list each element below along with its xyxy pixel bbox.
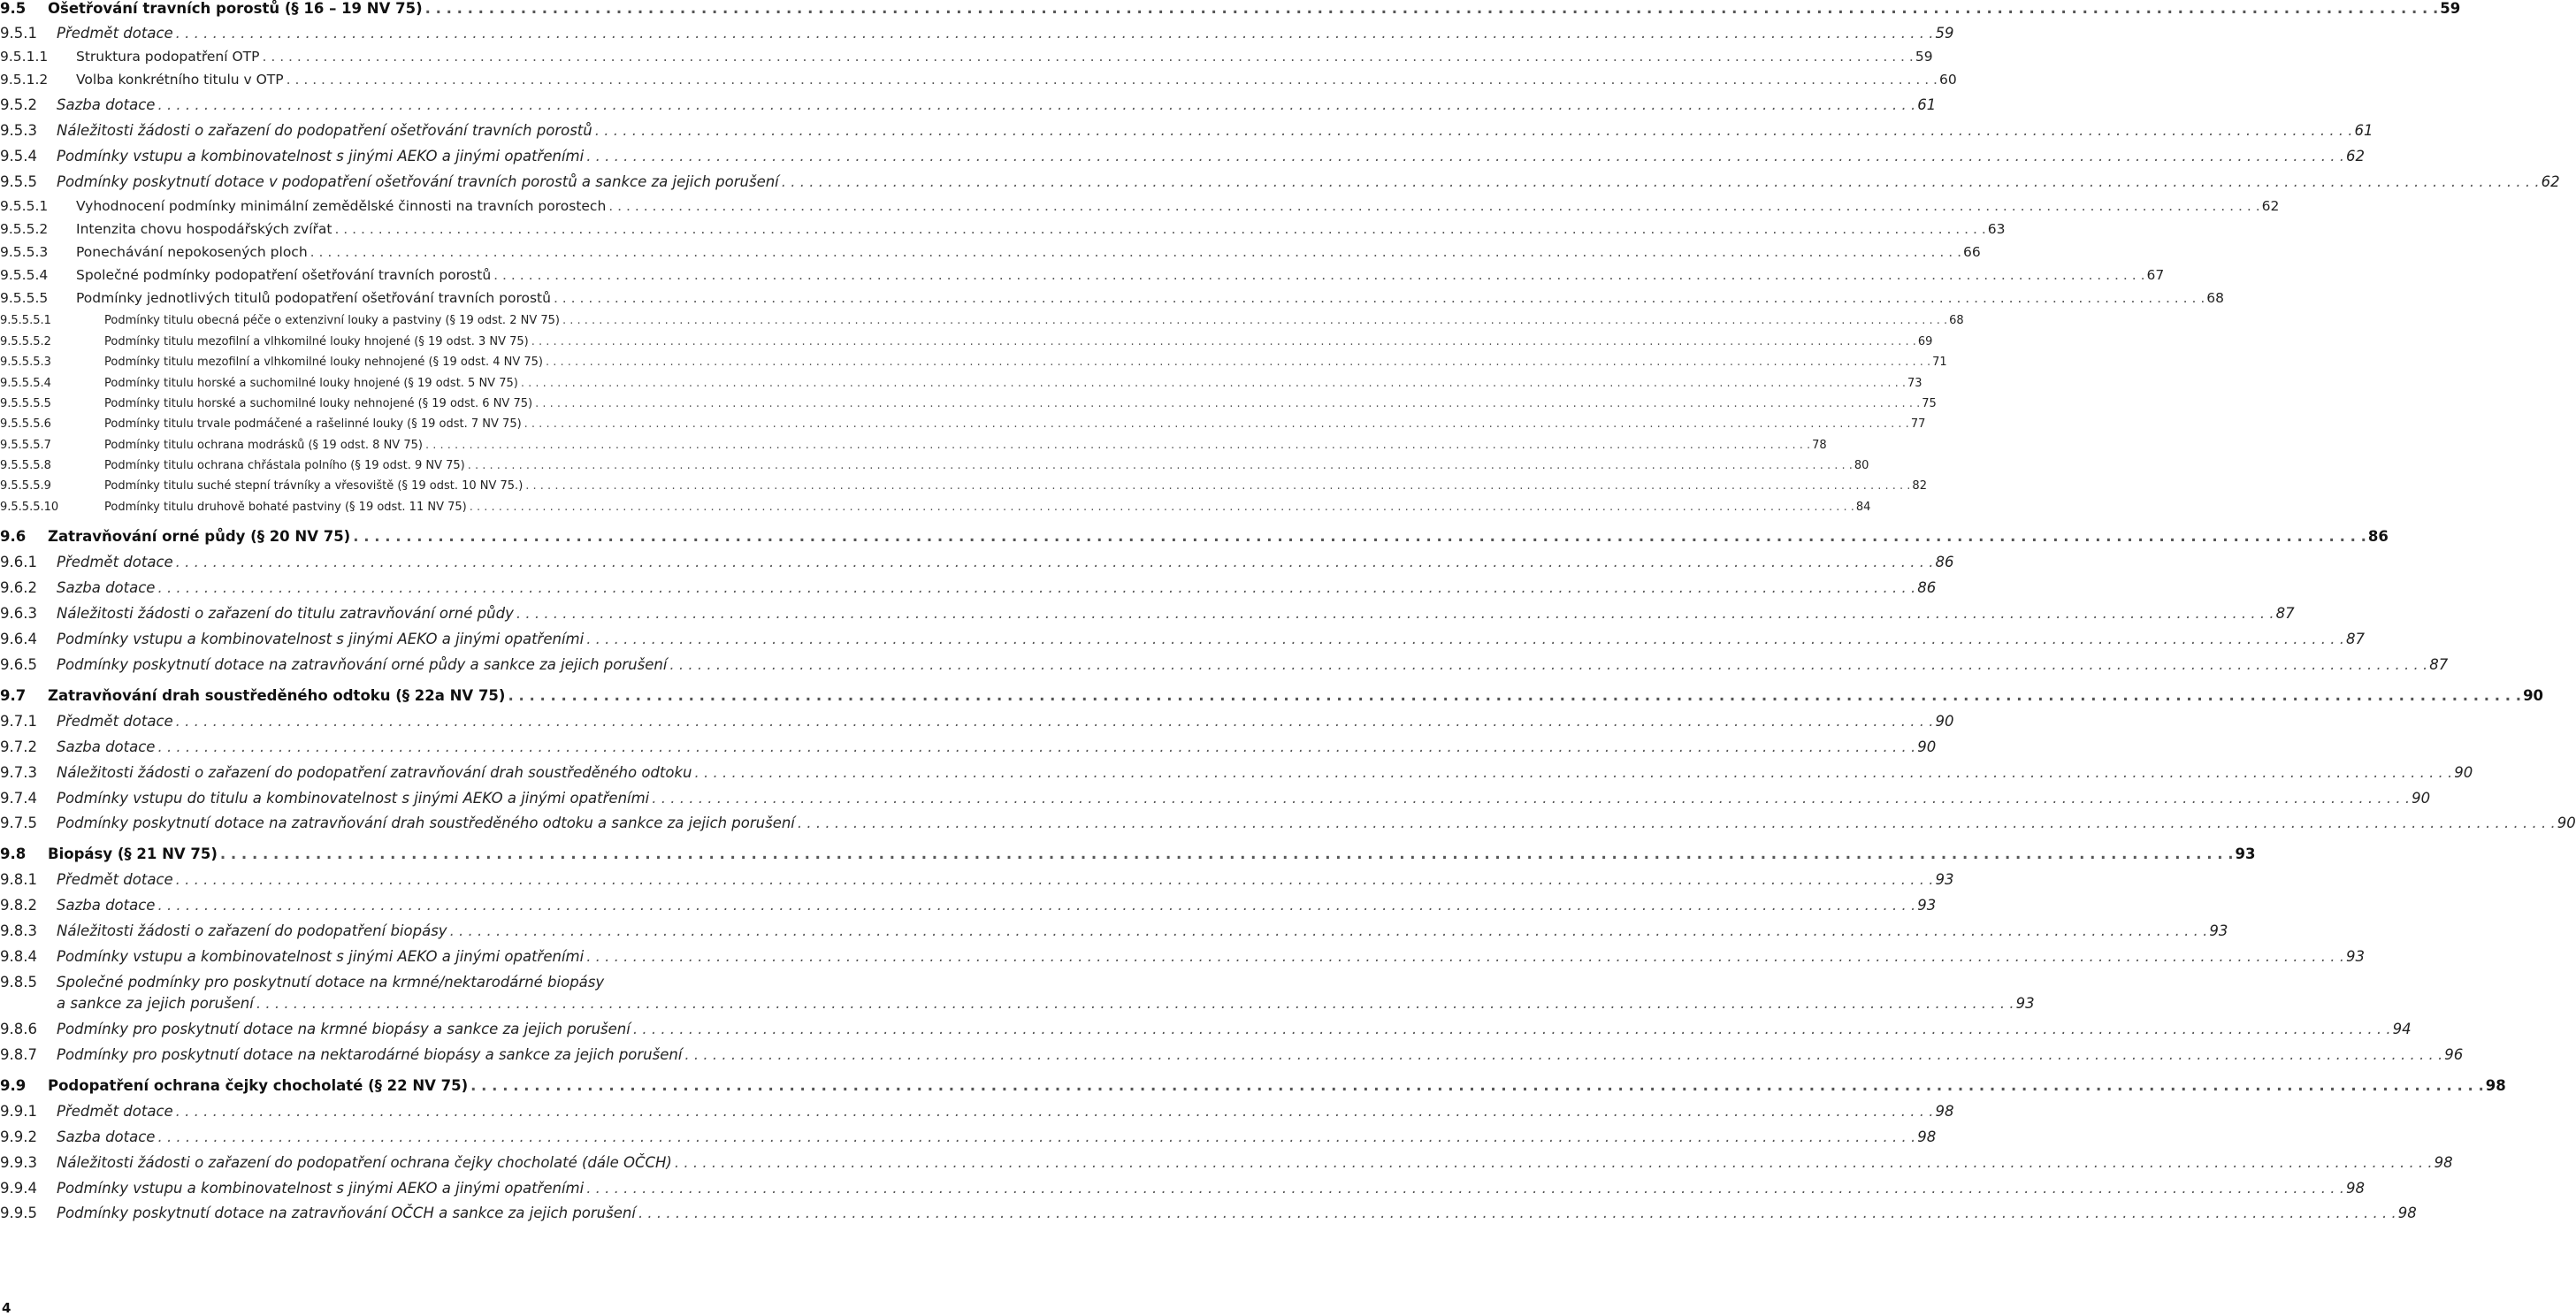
toc-entry-page: 93 xyxy=(1917,897,1937,914)
toc-entry-title: Zatravňování drah soustředěného odtoku (§ 22a NV 75) xyxy=(48,687,506,704)
toc-entry[interactable] xyxy=(0,148,2365,164)
page-number: 4 xyxy=(2,1300,11,1316)
toc-entry-number: 9.5.5 xyxy=(0,173,37,190)
toc-entry-page: 62 xyxy=(2346,148,2365,164)
dot-leader xyxy=(157,1130,1915,1145)
dot-leader xyxy=(287,73,1938,88)
toc-entry-page: 93 xyxy=(2015,995,2035,1012)
toc-entry-number: 9.5.5.5.9 xyxy=(0,479,51,493)
dot-leader xyxy=(684,1048,2442,1063)
toc-entry-page: 90 xyxy=(2523,687,2544,704)
toc-entry-number: 9.5.4 xyxy=(0,148,37,164)
toc-entry-title: Podmínky poskytnutí dotace na zatravňování orné půdy a sankce za jejich porušení xyxy=(57,656,668,673)
toc-entry-page: 98 xyxy=(2346,1180,2365,1197)
toc-entry-number: 9.5.1.2 xyxy=(0,72,49,88)
toc-entry-page: 73 xyxy=(1907,377,1922,390)
toc-entry-page: 80 xyxy=(1854,459,1869,472)
toc-entry-number: 9.8.1 xyxy=(0,871,37,888)
dot-leader xyxy=(586,149,2344,164)
toc-entry-page: 62 xyxy=(2541,173,2560,190)
toc-entry-page: 77 xyxy=(1910,417,1926,431)
toc-entry[interactable] xyxy=(0,267,2165,283)
toc-entry-title: Podmínky vstupu a kombinovatelnost s jinými AEKO a jinými opatřeními xyxy=(57,948,585,965)
dot-leader xyxy=(334,223,1985,237)
dot-leader xyxy=(535,398,1920,409)
toc-entry-title: Předmět dotace xyxy=(57,554,173,570)
dot-leader xyxy=(524,418,1909,430)
dot-leader xyxy=(176,27,1934,42)
toc-entry-number: 9.8.4 xyxy=(0,948,37,965)
toc-entry-number: 9.5.5.4 xyxy=(0,267,49,283)
toc-entry-title: Zatravňování orné půdy (§ 20 NV 75) xyxy=(48,528,351,545)
dot-leader xyxy=(157,740,1915,755)
toc-entry-page: 87 xyxy=(2346,631,2365,647)
toc-entry-title: Struktura podopatření OTP xyxy=(76,49,260,65)
toc-entry[interactable] xyxy=(0,1046,2464,1063)
toc-entry-page: 98 xyxy=(2434,1154,2453,1171)
toc-entry-title: Náležitosti žádosti o zařazení do podopatření biopásy xyxy=(57,922,447,939)
toc-entry[interactable] xyxy=(0,72,1957,88)
toc-entry-number: 9.7.1 xyxy=(0,713,37,730)
dot-leader xyxy=(675,1156,2433,1171)
toc-entry-page: 87 xyxy=(2429,656,2449,673)
toc-entry-number: 9.8.5 xyxy=(0,974,37,991)
toc-entry-title: Sazba dotace xyxy=(57,1129,156,1145)
toc-entry-title: Podopatření ochrana čejky chocholaté (§ 22 NV 75) xyxy=(48,1077,469,1094)
dot-leader xyxy=(586,632,2344,647)
toc-entry-title: Podmínky titulu trvale podmáčené a rašelinné louky (§ 19 odst. 7 NV 75) xyxy=(104,417,522,431)
toc-entry-page: 90 xyxy=(1935,713,1954,730)
toc-entry-page: 59 xyxy=(2440,0,2461,17)
toc-entry-title: Ošetřování travních porostů (§ 16 – 19 NV 75) xyxy=(48,0,423,17)
dot-leader xyxy=(608,200,2259,214)
dot-leader xyxy=(157,98,1915,113)
toc-entry-number: 9.9.5 xyxy=(0,1205,37,1221)
dot-leader xyxy=(310,246,1961,260)
toc-entry[interactable] xyxy=(0,377,1922,390)
toc-entry-page: 98 xyxy=(2397,1205,2417,1221)
toc-entry-number: 9.8.7 xyxy=(0,1046,37,1063)
toc-entry[interactable] xyxy=(0,995,2035,1012)
dot-leader xyxy=(652,792,2410,807)
toc-entry-number: 9.9.2 xyxy=(0,1129,37,1145)
dot-leader xyxy=(525,480,1910,492)
dot-leader xyxy=(798,816,2556,831)
toc-entry-number: 9.8 xyxy=(0,845,27,862)
toc-entry-number: 9.8.6 xyxy=(0,1021,37,1037)
dot-leader xyxy=(633,1022,2391,1037)
toc-entry-page: 90 xyxy=(2454,764,2473,781)
toc-entry-page: 67 xyxy=(2146,267,2165,283)
toc-entry-number: 9.5.5.3 xyxy=(0,244,49,260)
toc-entry-title: Sazba dotace xyxy=(57,96,156,113)
toc-entry-number: 9.5.5.5 xyxy=(0,290,49,306)
toc-entry-title: Podmínky pro poskytnutí dotace na nektarodárné biopásy a sankce za jejich porušení xyxy=(57,1046,683,1063)
toc-entry-page: 71 xyxy=(1932,356,1947,369)
toc-entry-title: Podmínky poskytnutí dotace na zatravňování OČCH a sankce za jejich porušení xyxy=(57,1205,636,1221)
toc-entry-page: 86 xyxy=(1917,579,1937,596)
toc-entry[interactable] xyxy=(0,198,2280,214)
dot-leader xyxy=(353,530,2366,545)
dot-leader xyxy=(638,1206,2396,1221)
toc-entry[interactable] xyxy=(0,1205,2417,1221)
toc-entry[interactable] xyxy=(0,815,2576,831)
toc-entry-number: 9.9.4 xyxy=(0,1180,37,1197)
toc-entry-number: 9.7.4 xyxy=(0,790,37,807)
toc-entry-title: Náležitosti žádosti o zařazení do podopatření ošetřování travních porostů xyxy=(57,122,592,139)
toc-entry-page: 63 xyxy=(1987,221,2006,237)
dot-leader xyxy=(176,555,1934,570)
toc-entry-page: 59 xyxy=(1935,25,1954,42)
toc-entry[interactable] xyxy=(0,897,1937,914)
toc-entry-page: 66 xyxy=(1963,244,1981,260)
dot-leader xyxy=(176,715,1934,730)
toc-entry-title: Předmět dotace xyxy=(57,871,173,888)
toc-entry-title: Volba konkrétního titulu v OTP xyxy=(76,72,284,88)
toc-entry-title: Předmět dotace xyxy=(57,1103,173,1120)
dot-leader xyxy=(176,1105,1934,1120)
toc-entry[interactable] xyxy=(0,1021,2412,1037)
toc-entry-page: 93 xyxy=(2346,948,2365,965)
toc-entry-title-line1: Společné podmínky pro poskytnutí dotace na krmné/nektarodárné biopásy xyxy=(57,974,605,991)
toc-entry[interactable] xyxy=(0,221,2006,237)
toc-entry[interactable] xyxy=(0,173,2560,190)
toc-entry-page: 68 xyxy=(1949,314,1964,327)
toc-entry-title: Podmínky titulu suché stepní trávníky a vřesoviště (§ 19 odst. 10 NV 75.) xyxy=(104,479,524,493)
toc-entry[interactable] xyxy=(0,790,2431,807)
toc-entry-page: 98 xyxy=(1917,1129,1937,1145)
toc-entry-number: 9.5.1.1 xyxy=(0,49,49,65)
toc-entry-title: Podmínky titulu horské a suchomilné louky hnojené (§ 19 odst. 5 NV 75) xyxy=(104,377,518,390)
dot-leader xyxy=(220,847,2234,862)
toc-entry-number: 9.5.5.5.6 xyxy=(0,417,51,431)
toc-entry-number: 9.5.5.2 xyxy=(0,221,49,237)
toc-entry[interactable] xyxy=(0,479,1927,493)
toc-entry-page: 98 xyxy=(1935,1103,1954,1120)
dot-leader xyxy=(516,607,2274,622)
toc-entry-title: Podmínky titulu mezofilní a vlhkomilné louky hnojené (§ 19 odst. 3 NV 75) xyxy=(104,335,529,348)
toc-entry-number: 9.8.2 xyxy=(0,897,37,914)
dot-leader xyxy=(450,924,2208,939)
toc-entry[interactable] xyxy=(0,1103,1954,1120)
toc-entry[interactable] xyxy=(0,314,1964,327)
toc-entry[interactable] xyxy=(0,501,1871,514)
toc-entry-title: Podmínky titulu ochrana chřástala polního (§ 19 odst. 9 NV 75) xyxy=(104,459,465,472)
dot-leader xyxy=(508,689,2521,704)
toc-entry[interactable] xyxy=(0,96,1937,113)
toc-entry-number: 9.8.3 xyxy=(0,922,37,939)
toc-entry-number: 9.6.5 xyxy=(0,656,37,673)
toc-entry-number: 9.9.3 xyxy=(0,1154,37,1171)
dot-leader xyxy=(595,124,2353,139)
toc-entry-number: 9.5.5.5.8 xyxy=(0,459,51,472)
toc-entry-number: 9.9.1 xyxy=(0,1103,37,1120)
toc-entry[interactable] xyxy=(0,922,2228,939)
dot-leader xyxy=(157,581,1915,596)
toc-entry-title: Podmínky vstupu a kombinovatelnost s jinými AEKO a jinými opatřeními xyxy=(57,631,585,647)
toc-entry[interactable] xyxy=(0,1180,2365,1197)
toc-entry-page: 61 xyxy=(2354,122,2373,139)
toc-entry-page: 61 xyxy=(1917,96,1937,113)
dot-leader xyxy=(425,2,2439,17)
toc-entry-title: Předmět dotace xyxy=(57,713,173,730)
toc-entry[interactable] xyxy=(0,871,1954,888)
toc-entry-title: Podmínky pro poskytnutí dotace na krmné biopásy a sankce za jejich porušení xyxy=(57,1021,631,1037)
dot-leader xyxy=(586,1182,2344,1197)
toc-entry-number: 9.7 xyxy=(0,687,27,704)
toc-entry[interactable] xyxy=(0,579,1937,596)
toc-entry-page: 59 xyxy=(1915,49,1933,65)
toc-entry-wrapped-first-line xyxy=(0,976,847,991)
toc-entry-title: Sazba dotace xyxy=(57,897,156,914)
toc-entry-page: 96 xyxy=(2444,1046,2464,1063)
toc-entry-page: 86 xyxy=(1935,554,1954,570)
toc-entry-page: 93 xyxy=(2209,922,2228,939)
toc-entry-title: Náležitosti žádosti o zařazení do podopatření ochrana čejky chocholaté (dále OČCH) xyxy=(57,1154,672,1171)
toc-entry-title: a sankce za jejich porušení xyxy=(57,995,254,1012)
toc-entry-number: 9.6.1 xyxy=(0,554,37,570)
dot-leader xyxy=(470,1079,2484,1094)
toc-entry-title: Podmínky poskytnutí dotace v podopatření ošetřování travních porostů a sankce za jejich porušení xyxy=(57,173,779,190)
toc-entry[interactable] xyxy=(0,948,2365,965)
toc-entry[interactable] xyxy=(0,459,1869,472)
toc-entry[interactable] xyxy=(0,687,2544,704)
toc-entry-title: Intenzita chovu hospodářských zvířat xyxy=(76,221,333,237)
toc-entry-title: Biopásy (§ 21 NV 75) xyxy=(48,845,218,862)
toc-entry[interactable] xyxy=(0,25,1954,42)
toc-entry-number: 9.6.2 xyxy=(0,579,37,596)
toc-entry-number: 9.5.3 xyxy=(0,122,37,139)
dot-leader xyxy=(694,766,2452,781)
toc-entry[interactable] xyxy=(0,1129,1937,1145)
toc-entry-number: 9.5.1 xyxy=(0,25,37,42)
toc-entry[interactable] xyxy=(0,713,1954,730)
toc-entry[interactable] xyxy=(0,554,1954,570)
toc-entry[interactable] xyxy=(0,335,1933,348)
toc-entry-page: 93 xyxy=(2235,845,2256,862)
toc-entry-number: 9.5.5.5.7 xyxy=(0,439,51,452)
toc-entry-page: 78 xyxy=(1812,439,1827,452)
toc-entry-number: 9.9 xyxy=(0,1077,27,1094)
toc-entry[interactable] xyxy=(0,439,1827,452)
toc-entry-number: 9.7.5 xyxy=(0,815,37,831)
dot-leader xyxy=(531,336,1916,348)
toc-entry[interactable] xyxy=(0,738,1937,755)
toc-entry-title: Náležitosti žádosti o zařazení do titulu zatravňování orné půdy xyxy=(57,605,514,622)
toc-entry-title: Podmínky poskytnutí dotace na zatravňování drah soustředěného odtoku a sankce za jejich porušení xyxy=(57,815,795,831)
toc-entry-title: Sazba dotace xyxy=(57,579,156,596)
toc-entry-page: 90 xyxy=(2557,815,2576,831)
toc-entry-title: Podmínky jednotlivých titulů podopatření ošetřování travních porostů xyxy=(76,290,551,306)
toc-entry-page: 68 xyxy=(2206,290,2225,306)
toc-entry[interactable] xyxy=(0,764,2473,781)
toc-entry[interactable] xyxy=(0,656,2449,673)
toc-entry-page: 93 xyxy=(1935,871,1954,888)
toc-entry-number: 9.7.3 xyxy=(0,764,37,781)
toc-entry-page: 87 xyxy=(2275,605,2295,622)
toc-entry-number: 9.5.5.5.10 xyxy=(0,501,59,514)
toc-entry-title: Podmínky titulu druhově bohaté pastviny (§ 19 odst. 11 NV 75) xyxy=(104,501,467,514)
toc-entry-number: 9.5.5.5.3 xyxy=(0,356,51,369)
toc-entry-page: 86 xyxy=(2367,528,2389,545)
toc-entry-title: Společné podmínky podopatření ošetřování travních porostů xyxy=(76,267,492,283)
toc-entry-page: 98 xyxy=(2485,1077,2506,1094)
toc-entry-title: Podmínky vstupu a kombinovatelnost s jinými AEKO a jinými opatřeními xyxy=(57,148,585,164)
toc-entry-title: Podmínky titulu mezofilní a vlhkomilné louky nehnojené (§ 19 odst. 4 NV 75) xyxy=(104,356,543,369)
dot-leader xyxy=(263,50,1914,65)
toc-entry-number: 9.7.2 xyxy=(0,738,37,755)
toc-entry-page: 90 xyxy=(1917,738,1937,755)
toc-entry-number: 9.5.5.5.2 xyxy=(0,335,51,348)
toc-entry-number: 9.6.4 xyxy=(0,631,37,647)
toc-entry-page: 60 xyxy=(1938,72,1957,88)
toc-entry[interactable] xyxy=(0,1077,2506,1094)
toc-entry[interactable] xyxy=(0,0,2461,17)
dot-leader xyxy=(470,501,1854,513)
dot-leader xyxy=(562,315,1947,326)
toc-entry-page: 75 xyxy=(1922,397,1937,410)
toc-entry-title: Podmínky titulu obecná péče o extenzivní louky a pastviny (§ 19 odst. 2 NV 75) xyxy=(104,314,560,327)
toc-entry[interactable] xyxy=(0,417,1926,431)
dot-leader xyxy=(256,997,2014,1012)
dot-leader xyxy=(669,658,2427,673)
toc-entry-number: 9.5.2 xyxy=(0,96,37,113)
dot-leader xyxy=(554,292,2205,306)
toc-entry[interactable] xyxy=(0,244,1981,260)
toc-entry[interactable] xyxy=(0,356,1947,369)
dot-leader xyxy=(546,356,1930,368)
toc-entry-page: 94 xyxy=(2392,1021,2412,1037)
toc-entry-number: 9.5.5.1 xyxy=(0,198,49,214)
toc-entry-page: 69 xyxy=(1917,335,1933,348)
dot-leader xyxy=(468,460,1853,471)
toc-entry-number: 9.6 xyxy=(0,528,27,545)
toc-entry-title: Sazba dotace xyxy=(57,738,156,755)
toc-entry-title: Podmínky titulu ochrana modrásků (§ 19 odst. 8 NV 75) xyxy=(104,439,423,452)
toc-entry-title: Předmět dotace xyxy=(57,25,173,42)
toc-entry-page: 82 xyxy=(1912,479,1927,493)
toc-entry[interactable] xyxy=(0,631,2365,647)
toc-entry-title: Podmínky vstupu a kombinovatelnost s jinými AEKO a jinými opatřeními xyxy=(57,1180,585,1197)
toc-entry-title: Vyhodnocení podmínky minimální zemědělské činnosti na travních porostech xyxy=(76,198,607,214)
toc-entry-number: 9.5.5.5.4 xyxy=(0,377,51,390)
dot-leader xyxy=(425,440,1810,451)
toc-entry[interactable] xyxy=(0,1154,2453,1171)
dot-leader xyxy=(176,873,1934,888)
toc-entry-page: 62 xyxy=(2261,198,2280,214)
dot-leader xyxy=(782,175,2540,190)
toc-entry-title: Náležitosti žádosti o zařazení do podopatření zatravňování drah soustředěného odtoku xyxy=(57,764,692,781)
toc-entry-number: 9.5.5.5.1 xyxy=(0,314,51,327)
toc-entry-title: Ponechávání nepokosených ploch xyxy=(76,244,308,260)
toc-entry-number: 9.5 xyxy=(0,0,27,17)
toc-entry-page: 90 xyxy=(2412,790,2431,807)
toc-entry[interactable] xyxy=(0,290,2225,306)
toc-entry[interactable] xyxy=(0,49,1933,65)
toc-entry[interactable] xyxy=(0,397,1937,410)
toc-entry-page: 84 xyxy=(1855,501,1871,514)
toc-entry-title: Podmínky vstupu do titulu a kombinovatelnost s jinými AEKO a jinými opatřeními xyxy=(57,790,650,807)
toc-entry[interactable] xyxy=(0,528,2389,545)
toc-entry[interactable] xyxy=(0,605,2295,622)
toc-entry-title: Podmínky titulu horské a suchomilné louky nehnojené (§ 19 odst. 6 NV 75) xyxy=(104,397,533,410)
dot-leader xyxy=(493,269,2144,283)
dot-leader xyxy=(521,378,1906,389)
toc-entry[interactable] xyxy=(0,845,2256,862)
dot-leader xyxy=(586,950,2344,965)
dot-leader xyxy=(157,899,1915,914)
toc-entry[interactable] xyxy=(0,122,2373,139)
toc-entry-number: 9.5.5.5.5 xyxy=(0,397,51,410)
toc-entry-number: 9.6.3 xyxy=(0,605,37,622)
